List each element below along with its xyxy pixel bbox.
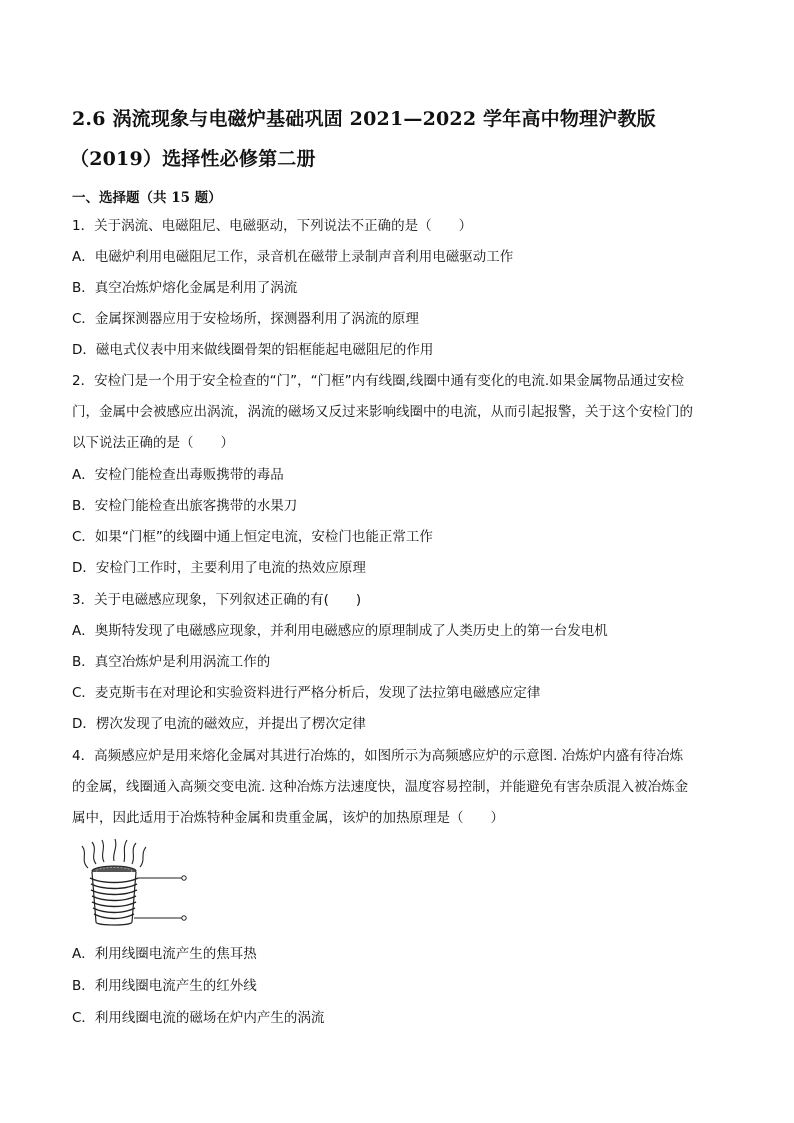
heat-wave: [114, 839, 116, 861]
question-4-stem-line-2: 的金属，线圈通入高频交变电流. 这种冶炼方法速度快，温度容易控制，并能避免有害杂质混入被冶炼金: [72, 779, 689, 795]
heat-wave: [102, 840, 104, 862]
question-1-option-b: B．真空冶炼炉熔化金属是利用了涡流: [72, 280, 298, 296]
question-1-option-c: C．金属探测器应用于安检场所，探测器利用了涡流的原理: [72, 311, 419, 327]
question-4-stem-line-3: 属中，因此适用于冶炼特种金属和贵重金属，该炉的加热原理是（ ）: [72, 810, 504, 826]
heat-wave: [124, 840, 127, 862]
document-title-line-1: 2.6 涡流现象与电磁炉基础巩固 2021—2022 学年高中物理沪教版: [72, 108, 656, 130]
document-title-line-2: （2019）选择性必修第二册: [70, 148, 316, 170]
heat-wave: [140, 847, 146, 867]
question-3-stem: 3．关于电磁感应现象，下列叙述正确的有( ): [72, 592, 362, 608]
question-3-option-c: C．麦克斯韦在对理论和实验资料进行严格分析后，发现了法拉第电磁感应定律: [72, 685, 541, 701]
question-1-option-a: A．电磁炉利用电磁阻尼工作，录音机在磁带上录制声音利用电磁驱动工作: [72, 249, 514, 265]
heat-wave: [82, 846, 88, 868]
question-4-stem-line-1: 4．高频感应炉是用来熔化金属对其进行冶炼的，如图所示为高频感应炉的示意图. 冶炼炉内盛有待冶炼: [72, 748, 684, 764]
question-1-stem: 1．关于涡流、电磁阻尼、电磁驱动，下列说法不正确的是（ ）: [72, 218, 473, 234]
terminal-bottom: [182, 916, 186, 920]
question-4-option-b: B．利用线圈电流产生的红外线: [72, 978, 257, 994]
question-2-option-c: C．如果“门框”的线圈中通上恒定电流，安检门也能正常工作: [72, 529, 433, 545]
question-3-option-b: B．真空冶炼炉是利用涡流工作的: [72, 654, 271, 670]
question-3-option-d: D．楞次发现了电流的磁效应，并提出了楞次定律: [72, 716, 366, 732]
question-2-stem-line-1: 2．安检门是一个用于安全检查的“门”，“门框”内有线圈,线圈中通有变化的电流.如果金属物品通过安检: [72, 373, 685, 389]
terminal-top: [182, 876, 186, 880]
question-1-option-d: D．磁电式仪表中用来做线圈骨架的铝框能起电磁阻尼的作用: [72, 342, 434, 358]
question-2-option-d: D．安检门工作时，主要利用了电流的热效应原理: [72, 560, 366, 576]
question-4-option-c: C．利用线圈电流的磁场在炉内产生的涡流: [72, 1010, 325, 1026]
heat-wave: [132, 843, 136, 864]
heat-wave: [92, 842, 96, 864]
question-2-option-a: A．安检门能检查出毒贩携带的毒品: [72, 467, 284, 483]
question-2-stem-line-3: 以下说法正确的是（ ）: [72, 435, 234, 451]
question-4-option-a: A．利用线圈电流产生的焦耳热: [72, 946, 257, 962]
question-2-stem-line-2: 门，金属中会被感应出涡流，涡流的磁场又反过来影响线圈中的电流，从而引起报警，关于这个安检门的: [72, 404, 693, 420]
section-heading: 一、选择题（共 15 题）: [72, 190, 222, 206]
induction-furnace-diagram: [74, 836, 194, 932]
question-3-option-a: A．奥斯特发现了电磁感应现象，并利用电磁感应的原理制成了人类历史上的第一台发电机: [72, 623, 608, 639]
question-2-option-b: B．安检门能检查出旅客携带的水果刀: [72, 498, 298, 514]
